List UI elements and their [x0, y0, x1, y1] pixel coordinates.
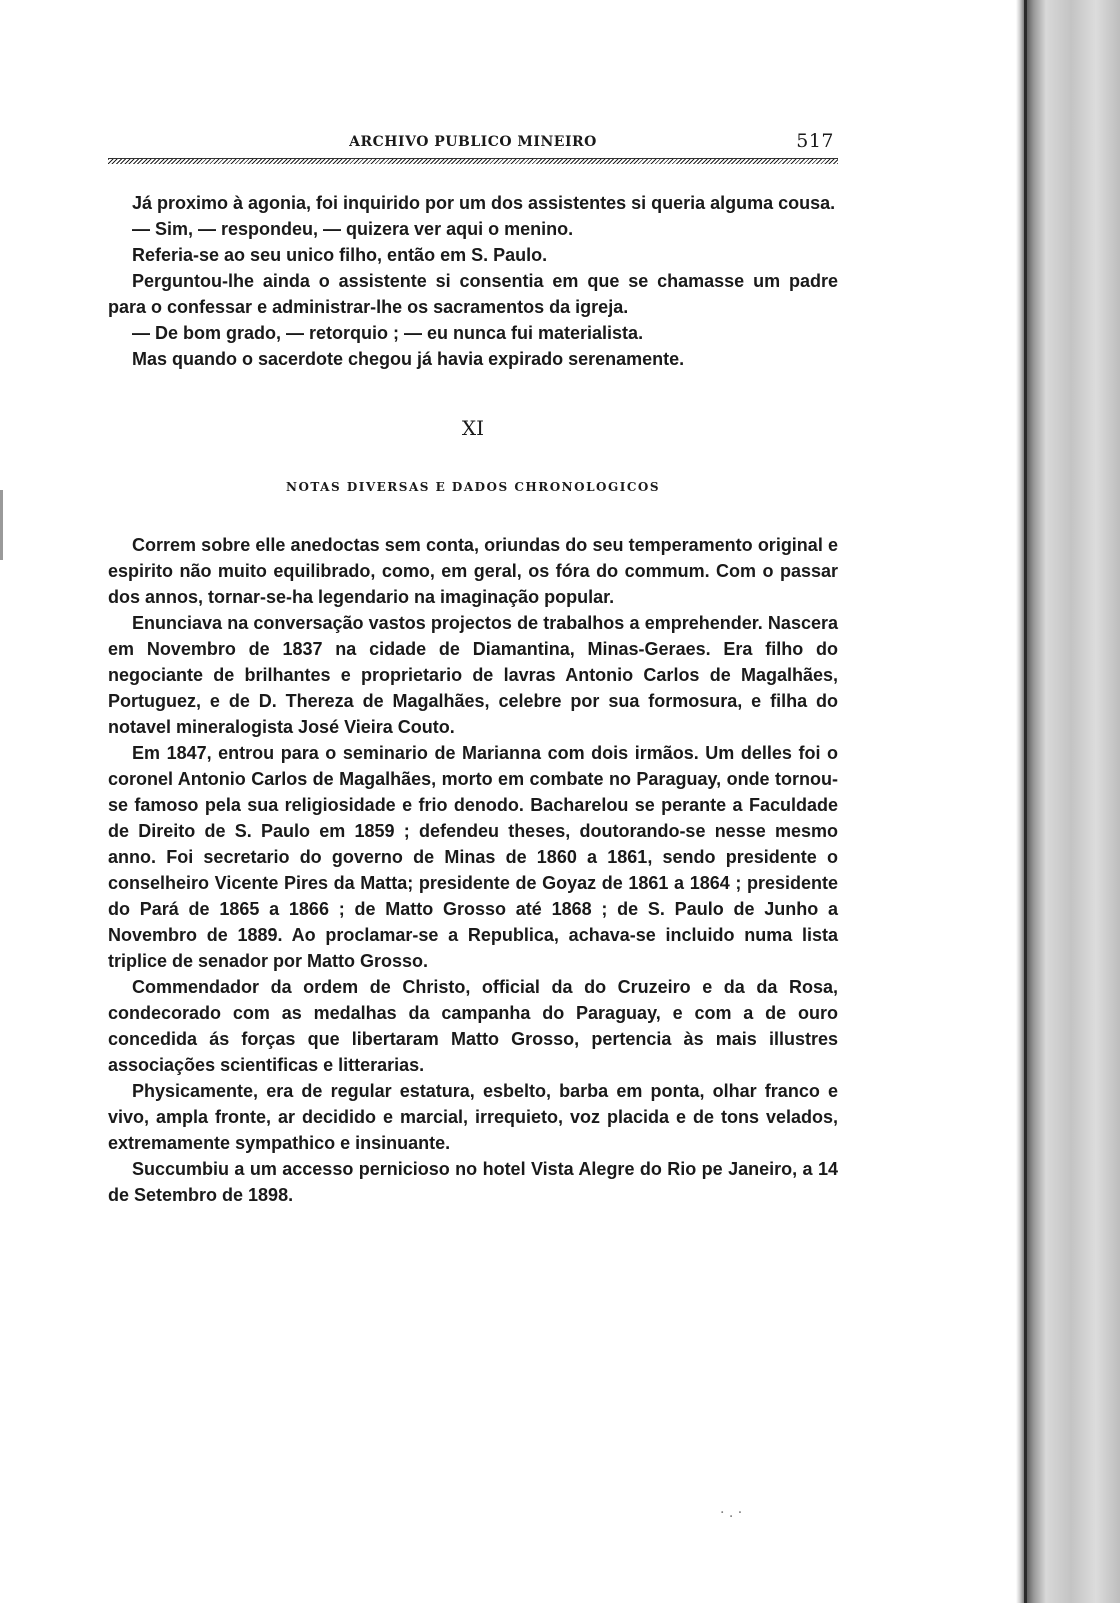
paragraph: Succumbiu a um accesso pernicioso no hotel Vista Alegre do Rio pe Janeiro, a 14 de Setembro de 1898.	[108, 1159, 838, 1205]
paragraph: Perguntou-lhe ainda o assistente si consentia em que se chamasse um padre para o confessar e administrar-lhe os sacramentos da igreja.	[108, 271, 838, 317]
paragraph: Referia-se ao seu unico filho, então em S. Paulo.	[132, 245, 548, 265]
paragraph: — Sim, — respondeu, — quizera ver aqui o menino.	[132, 219, 574, 239]
paragraph: Correm sobre elle anedoctas sem conta, oriundas do seu temperamento original e espirito não muito equilibrado, como, em geral, os fóra do commum. Com o passar dos annos, tornar-se-ha legendario na imaginação popular.	[108, 535, 838, 607]
paragraph: Commendador da ordem de Christo, official da do Cruzeiro e da da Rosa, condecorado com as medalhas da campanha do Paraguay, e com a de ouro concedida ás forças que libertaram Matto Grosso, pertencia às mais illustres associações scientificas e litterarias.	[108, 977, 838, 1075]
paragraph: — De bom grado, — retorquio ; — eu nunca fui materialista.	[132, 323, 644, 343]
running-title: ARCHIVO PUBLICO MINEIRO	[349, 134, 597, 150]
paragraph: Enunciava na conversação vastos projectos de trabalhos a emprehender. Nascera em Novembro de 1837 na cidade de Diamantina, Minas-Geraes. Era filho do negociante de brilhantes e proprietario de lavras Antonio Carlos de Magalhães, Portuguez, e de D. Thereza de Magalhães, celebre por sua formosura, e filha do notavel mineralogista José Vieira Couto.	[108, 613, 838, 737]
paragraph: Physicamente, era de regular estatura, esbelto, barba em ponta, olhar franco e vivo, ampla fronte, ar decidido e marcial, irrequieto, voz placida e de tons velados, extremamente sympathico e insinuante.	[108, 1081, 838, 1153]
scan-margin-mark	[0, 490, 3, 560]
scan-binding-edge	[1016, 0, 1120, 1603]
running-header	[108, 126, 838, 156]
intro-text	[108, 190, 838, 372]
paragraph: Já proximo à agonia, foi inquirido por um dos assistentes si queria alguma cousa.	[132, 193, 836, 213]
scan-specks: · . ·	[720, 1505, 743, 1521]
section-number: XI	[461, 416, 485, 440]
page-number: 517	[796, 130, 834, 152]
document-page	[108, 126, 838, 1208]
section-title: NOTAS DIVERSAS E DADOS CHRONOLOGICOS	[285, 480, 661, 494]
section-text	[108, 532, 838, 1208]
header-rule	[108, 158, 838, 164]
paragraph: Em 1847, entrou para o seminario de Marianna com dois irmãos. Um delles foi o coronel Antonio Carlos de Magalhães, morto em combate no Paraguay, onde tornou-se famoso pela sua religiosidade e frio denodo. Bacharelou se perante a Faculdade de Direito de S. Paulo em 1859 ; defendeu theses, doutorando-se nesse mesmo anno. Foi secretario do governo de Minas de 1860 a 1861, sendo presidente o conselheiro Vicente Pires da Matta; presidente de Goyaz de 1861 a 1864 ; presidente do Pará de 1865 a 1866 ; de Matto Grosso até 1868 ; de S. Paulo de Junho a Novembro de 1889. Ao proclamar-se a Republica, achava-se incluido numa lista triplice de senador por Matto Grosso.	[108, 743, 838, 971]
paragraph: Mas quando o sacerdote chegou já havia expirado serenamente.	[132, 349, 685, 369]
